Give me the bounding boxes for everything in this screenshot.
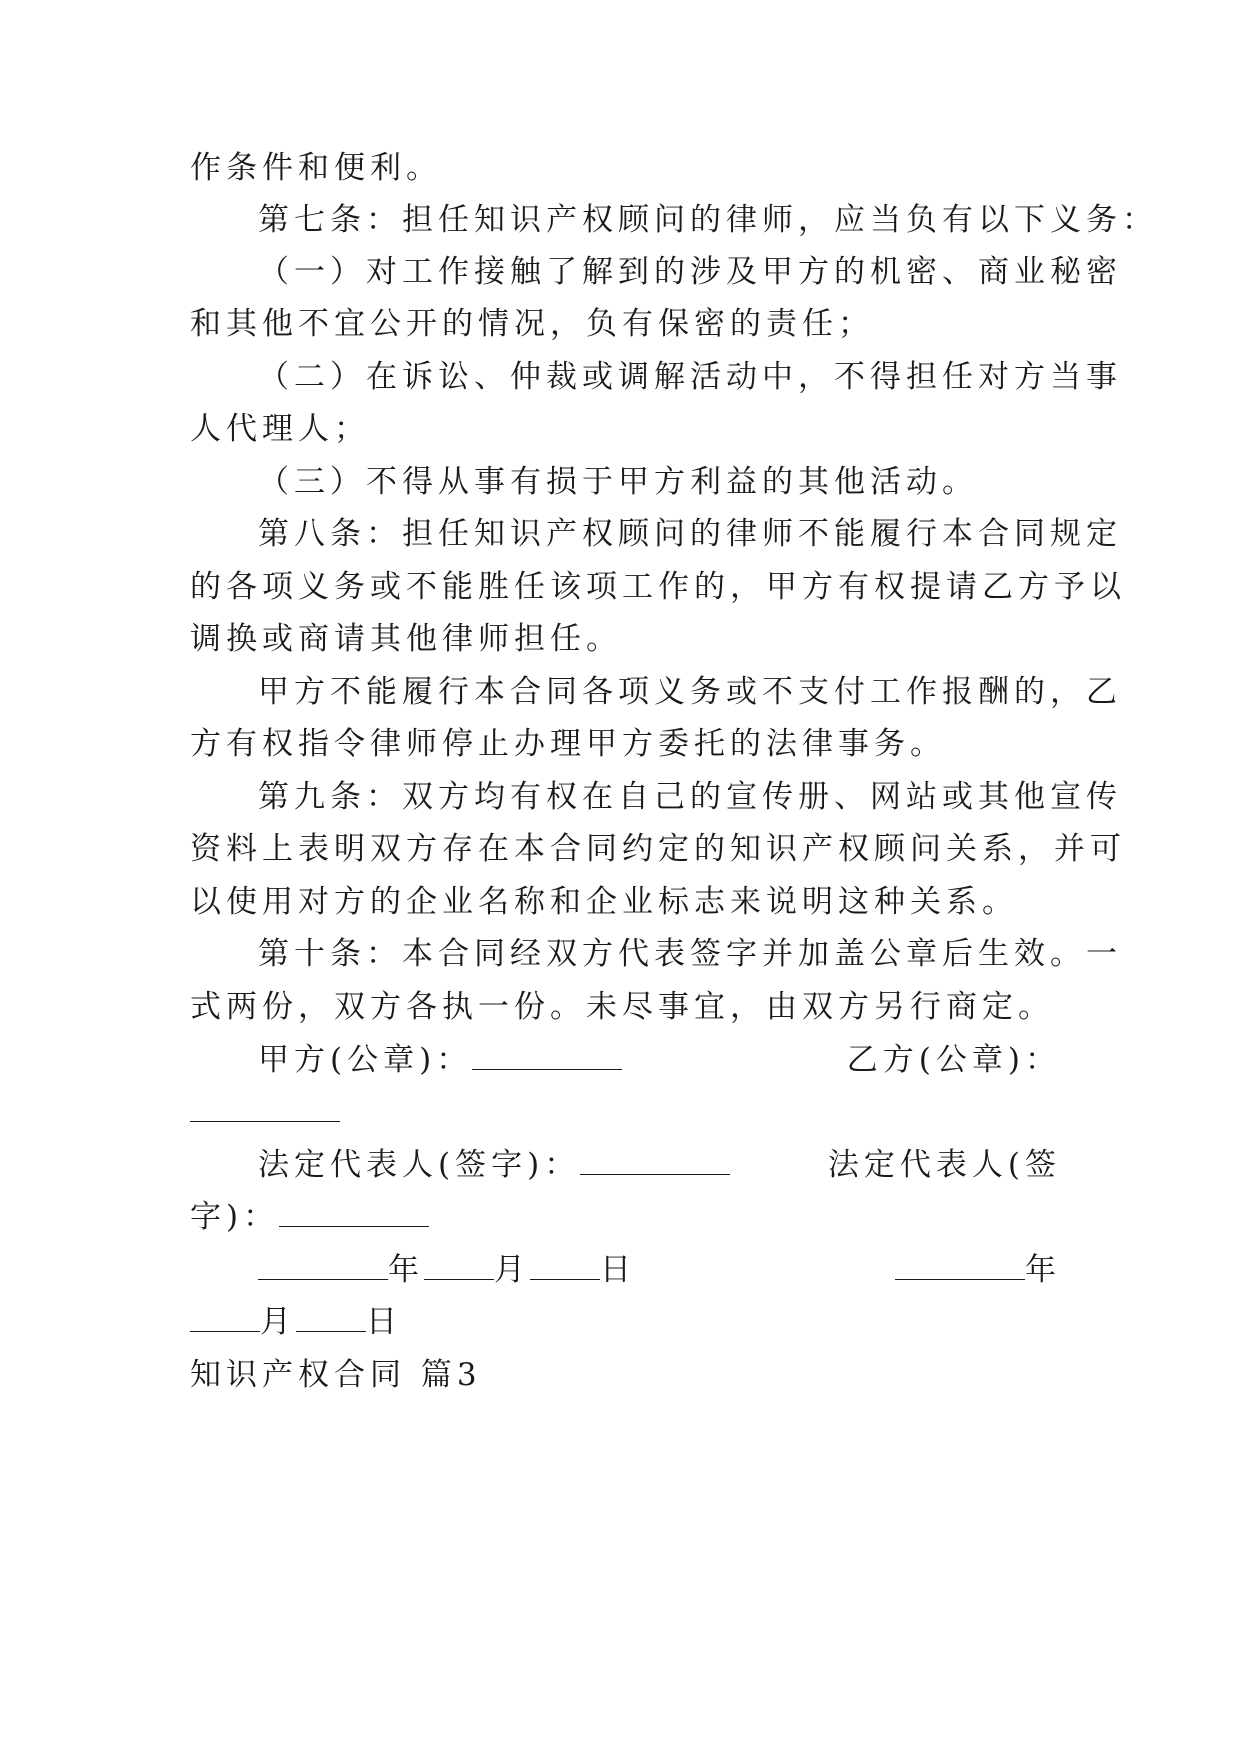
paragraph-line: 资料上表明双方存在本合同约定的知识产权顾问关系，并可 [190, 831, 1126, 867]
paragraph-line: 调换或商请其他律师担任。 [190, 621, 622, 657]
rep-b-line [190, 1197, 1050, 1237]
paragraph-line: 方有权指令律师停止办理甲方委托的法律事务。 [190, 726, 946, 762]
paragraph-line: 式两份，双方各执一份。未尽事宜，由双方另行商定。 [190, 989, 1054, 1025]
paragraph-line: 的各项义务或不能胜任该项工作的，甲方有权提请乙方予以 [190, 569, 1126, 605]
date-b-month-label: 月 [260, 1304, 296, 1340]
date-a-year-label: 年 [388, 1252, 424, 1288]
paragraph-line: 作条件和便利。 [190, 150, 442, 186]
date-b-line-part1 [895, 1250, 1061, 1290]
date-b-day-label: 日 [366, 1304, 402, 1340]
article-9-heading: 第九条：双方均有权在自己的宣传册、网站或其他宣传 [258, 779, 1122, 815]
rep-a-blank [580, 1172, 730, 1175]
date-b-line-part2 [190, 1302, 1050, 1342]
paragraph-line: 甲方不能履行本合同各项义务或不支付工作报酬的，乙 [258, 674, 1122, 710]
party-b-seal-label: 乙方(公章)： [846, 1042, 1061, 1078]
rep-a-label: 法定代表人(签字)： [258, 1147, 581, 1183]
paragraph-line: （二）在诉讼、仲裁或调解活动中，不得担任对方当事 [258, 359, 1122, 395]
paragraph-line: （三）不得从事有损于甲方利益的其他活动。 [258, 464, 978, 500]
article-10-heading: 第十条：本合同经双方代表签字并加盖公章后生效。一 [258, 936, 1122, 972]
party-a-seal-label: 甲方(公章)： [258, 1042, 473, 1078]
date-a-month-label: 月 [494, 1252, 530, 1288]
article-7-heading: 第七条：担任知识产权顾问的律师，应当负有以下义务： [258, 202, 1158, 238]
date-a-month-blank [424, 1277, 494, 1280]
article-8-heading: 第八条：担任知识产权顾问的律师不能履行本合同规定 [258, 516, 1122, 552]
paragraph-line: 和其他不宜公开的情况，负有保密的责任； [190, 306, 874, 342]
rep-b-blank [279, 1224, 429, 1227]
date-a-day-blank [530, 1277, 600, 1280]
rep-b-label-part2: 字)： [190, 1199, 280, 1235]
date-a-year-blank [258, 1277, 388, 1280]
paragraph-line: 人代理人； [190, 411, 370, 447]
party-a-seal-blank [472, 1067, 622, 1070]
date-b-year-blank [895, 1277, 1025, 1280]
date-a-day-label: 日 [600, 1252, 636, 1288]
section-title: 知识产权合同 篇3 [190, 1357, 482, 1393]
party-b-seal-blank [190, 1119, 340, 1122]
party-b-seal-line [190, 1092, 1050, 1132]
date-b-month-blank [190, 1329, 260, 1332]
paragraph-line: 以使用对方的企业名称和企业标志来说明这种关系。 [190, 884, 1018, 920]
rep-b-label-part1: 法定代表人(签 [827, 1147, 1061, 1183]
date-b-year-label: 年 [1025, 1252, 1061, 1288]
paragraph-line: （一）对工作接触了解到的涉及甲方的机密、商业秘密 [258, 254, 1122, 290]
date-b-day-blank [296, 1329, 366, 1332]
